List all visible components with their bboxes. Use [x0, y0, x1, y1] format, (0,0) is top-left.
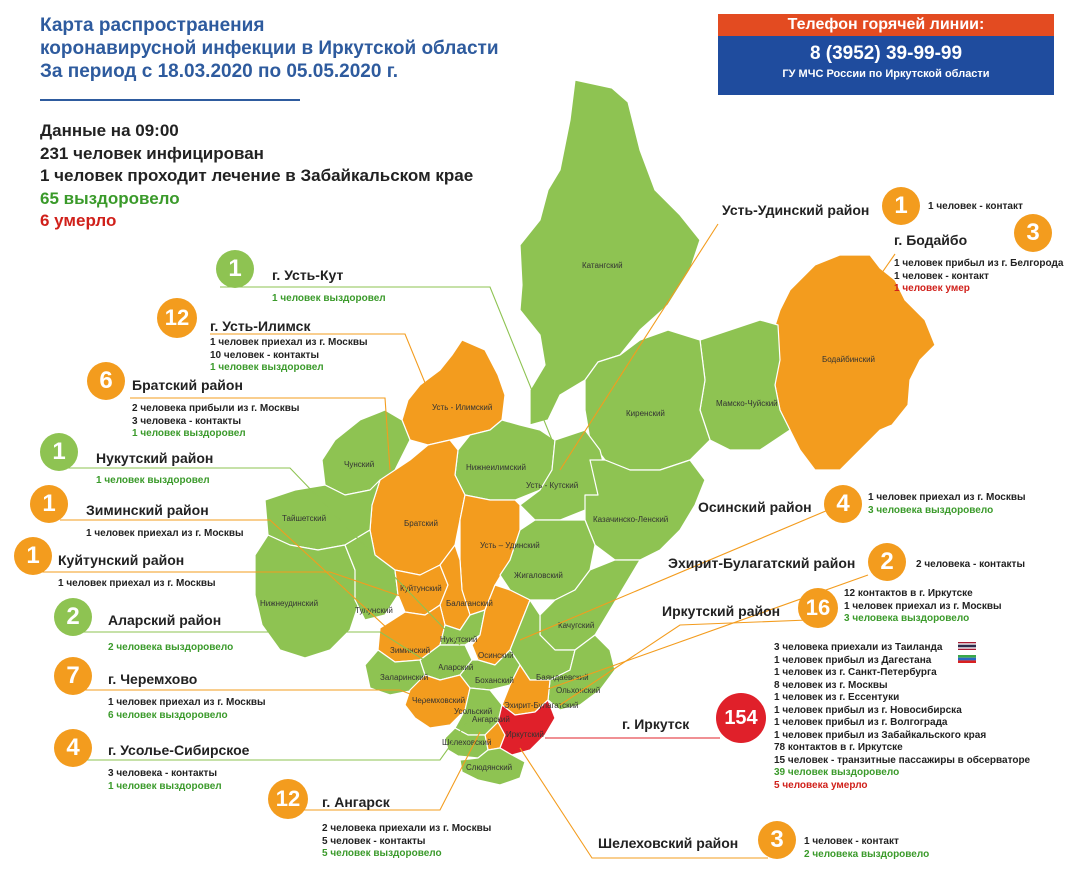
label-mamsko: Мамско-Чуйский: [716, 399, 778, 408]
summary-treatment: 1 человек проходит лечение в Забайкальском крае: [40, 166, 474, 185]
callout-bratsky-count: 6: [87, 362, 125, 400]
callout-kuytunsky-name: Куйтунский район: [58, 552, 185, 568]
label-nizhneudinsky: Нижнеудинский: [260, 599, 319, 608]
label-bodaibinsky: Бодайбинский: [822, 355, 876, 364]
callout-usolye-notes: 3 человека - контакты 1 человек выздоровел: [108, 768, 222, 792]
summary-block: [40, 120, 473, 233]
label-slyudyansky: Слюдянский: [466, 763, 513, 772]
callout-ust-udinsky-notes: 1 человек - контакт: [928, 201, 1023, 212]
callout-ust-kut-name: г. Усть-Кут: [272, 267, 344, 283]
summary-recovered: 65 выздоровело: [40, 188, 180, 208]
callout-nukutsky-name: Нукутский район: [96, 450, 214, 466]
label-nukutsky: Нукутский: [440, 635, 478, 644]
callout-kuytunsky-count: 1: [14, 537, 52, 575]
hotline-org: ГУ МЧС России по Иркутской области: [782, 68, 990, 80]
label-ekhirit: Эхирит-Булагатский: [504, 701, 579, 710]
callout-kuytunsky-notes: 1 человек приехал из г. Москвы: [58, 578, 216, 589]
title-divider: [40, 99, 300, 101]
callout-irkutsky-r-notes: 12 контактов в г. Иркутске 1 человек приехал из г. Москвы 3 человека выздоровело: [844, 588, 1002, 624]
callout-bodaibo-count: 3: [1014, 214, 1052, 252]
label-kachugsky: Качугский: [558, 621, 595, 630]
callout-ekhirit-count: 2: [868, 543, 906, 581]
callout-alarsky-notes: 2 человека выздоровело: [108, 642, 234, 653]
callout-shelekhovsky-count: 3: [758, 821, 796, 859]
hotline-number[interactable]: 8 (3952) 39-99-99: [809, 43, 963, 64]
label-bratsky: Братский: [404, 519, 438, 528]
district-ust-ilimsky: [402, 340, 505, 445]
callout-usolye-name: г. Усолье-Сибирское: [108, 742, 250, 758]
page-title: [40, 14, 499, 83]
label-ust-kutsky: Усть - Кутский: [526, 481, 579, 490]
title-line-1: Карта распространения: [40, 15, 265, 36]
callout-angarsk-count: 12: [268, 779, 308, 819]
callout-ziminsky-notes: 1 человек приехал из г. Москвы: [86, 528, 244, 539]
callout-ust-ilimsk-notes: 1 человек приехал из г. Москвы 10 человек - контакты 1 человек выздоровел: [210, 337, 368, 373]
callout-shelekhovsky-notes: 1 человек - контакт 2 человека выздоровело: [804, 836, 930, 860]
label-kazachinsko: Казачинско-Ленский: [593, 515, 669, 524]
label-zalarinsky: Заларинский: [380, 673, 429, 682]
callout-irkutsky-r-name: Иркутский район: [662, 603, 781, 619]
callout-irkutsky-r-count: 16: [798, 588, 838, 628]
callout-bratsky-name: Братский район: [132, 377, 243, 393]
dagestan-flag-icon: [958, 655, 976, 663]
hotline-header: Телефон горячей линии:: [718, 14, 1054, 36]
district-nizhneudinsky: [255, 535, 360, 658]
label-ust-ilimsky: Усть - Илимский: [432, 403, 493, 412]
callout-bodaibo-name: г. Бодайбо: [894, 232, 968, 248]
callout-cheremkhovo-name: г. Черемхово: [108, 671, 198, 687]
callout-irkutsk-notes: 3 человека приехали из Таиланда 1 человек прибыл из Дагестана 1 человек из г. Санкт-Петербурга 8 человек из г. Москвы 1 человек из г. Ессентуки 1 человек прибыл из г. Новосибирска 1 человек прибыл из г. Волгограда 1 человек прибыл из Забайкальского края 78 контактов в г. Иркутске 15 человек - транзитные пассажиры в обсерваторе 39 человек выздоровело 5 человека умерло: [774, 642, 1031, 791]
label-kuytunsky: Куйтунский: [400, 584, 442, 593]
callout-ust-ilimsk-count: 12: [157, 298, 197, 338]
callout-irkutsk-count: 154: [716, 693, 766, 743]
callout-ust-kut-count: 1: [216, 250, 254, 288]
callout-osinsky-notes: 1 человек приехал из г. Москвы 3 человека выздоровело: [868, 492, 1026, 516]
label-ust-udinsky: Усть – Удинский: [480, 541, 540, 550]
label-angarsky: Ангарский: [472, 715, 510, 724]
summary-date: Данные на 09:00: [40, 121, 179, 140]
label-zhigalovsky: Жигаловский: [514, 571, 563, 580]
title-line-2: коронавирусной инфекции в Иркутской области: [40, 38, 499, 59]
label-bokhansky: Боханский: [475, 676, 514, 685]
label-ziminsky: Зиминский: [390, 646, 431, 655]
callout-angarsk-notes: 2 человека приехали из г. Москвы 5 человек - контакты 5 человек выздоровело: [322, 823, 492, 859]
callout-cheremkhovo-notes: 1 человек приехал из г. Москвы 6 человек выздоровело: [108, 697, 266, 721]
callout-nukutsky-count: 1: [40, 433, 78, 471]
label-alarsky: Аларский: [438, 663, 474, 672]
callout-usolye-count: 4: [54, 729, 92, 767]
district-kazachinsko: [585, 460, 705, 560]
label-irkutsky: Иркутский: [506, 730, 544, 739]
label-balagansky: Балаганский: [446, 599, 493, 608]
thailand-flag-icon: [958, 642, 976, 650]
label-shelekhovsky: Шелеховский: [442, 738, 492, 747]
label-usolsky: Усольский: [454, 707, 493, 716]
callout-alarsky-count: 2: [54, 598, 92, 636]
callout-ust-udinsky-count: 1: [882, 187, 920, 225]
label-taishetsky: Тайшетский: [282, 514, 327, 523]
callout-shelekhovsky-name: Шелеховский район: [598, 835, 739, 851]
callout-ekhirit-notes: 2 человека - контакты: [916, 559, 1025, 570]
callout-nukutsky-notes: 1 человек выздоровел: [96, 475, 210, 486]
label-nizhneilimsky: Нижнеилимский: [466, 463, 527, 472]
label-chunsky: Чунский: [344, 460, 375, 469]
callout-bratsky-notes: 2 человека прибыли из г. Москвы 3 человека - контакты 1 человек выздоровел: [132, 403, 300, 439]
callout-cheremkhovo-count: 7: [54, 657, 92, 695]
label-bayandaevsky: Баяндаевский: [536, 673, 589, 682]
hotline-body: [718, 36, 1054, 95]
title-line-3: За период с 18.03.2020 по 05.05.2020 г.: [40, 61, 399, 82]
callout-ust-kut-notes: 1 человек выздоровел: [272, 293, 386, 304]
hotline-box: [718, 14, 1054, 95]
callout-ust-ilimsk-name: г. Усть-Илимск: [210, 318, 311, 334]
callout-osinsky-name: Осинский район: [698, 499, 812, 515]
label-kirensky: Киренский: [626, 409, 665, 418]
callout-ziminsky-count: 1: [30, 485, 68, 523]
label-cheremkhovsky: Черемховский: [412, 696, 466, 705]
callout-angarsk-name: г. Ангарск: [322, 794, 390, 810]
callout-ziminsky-name: Зиминский район: [86, 502, 209, 518]
summary-deaths: 6 умерло: [40, 211, 117, 230]
callout-ekhirit-name: Эхирит-Булагатский район: [668, 555, 856, 571]
label-tulunsky: Тулунский: [355, 606, 393, 615]
label-olkhonsky: Ольхонский: [556, 686, 601, 695]
label-katangsky: Катангский: [582, 261, 623, 270]
label-osinsky: Осинский: [478, 651, 514, 660]
summary-infected: 231 человек инфицирован: [40, 143, 264, 163]
callout-osinsky-count: 4: [824, 485, 862, 523]
callout-irkutsk-name: г. Иркутск: [622, 716, 690, 732]
callout-bodaibo-notes: 1 человек прибыл из г. Белгорода 1 человек - контакт 1 человек умер: [894, 258, 1064, 294]
callout-alarsky-name: Аларский район: [108, 612, 222, 628]
callout-ust-udinsky-name: Усть-Удинский район: [722, 202, 870, 218]
